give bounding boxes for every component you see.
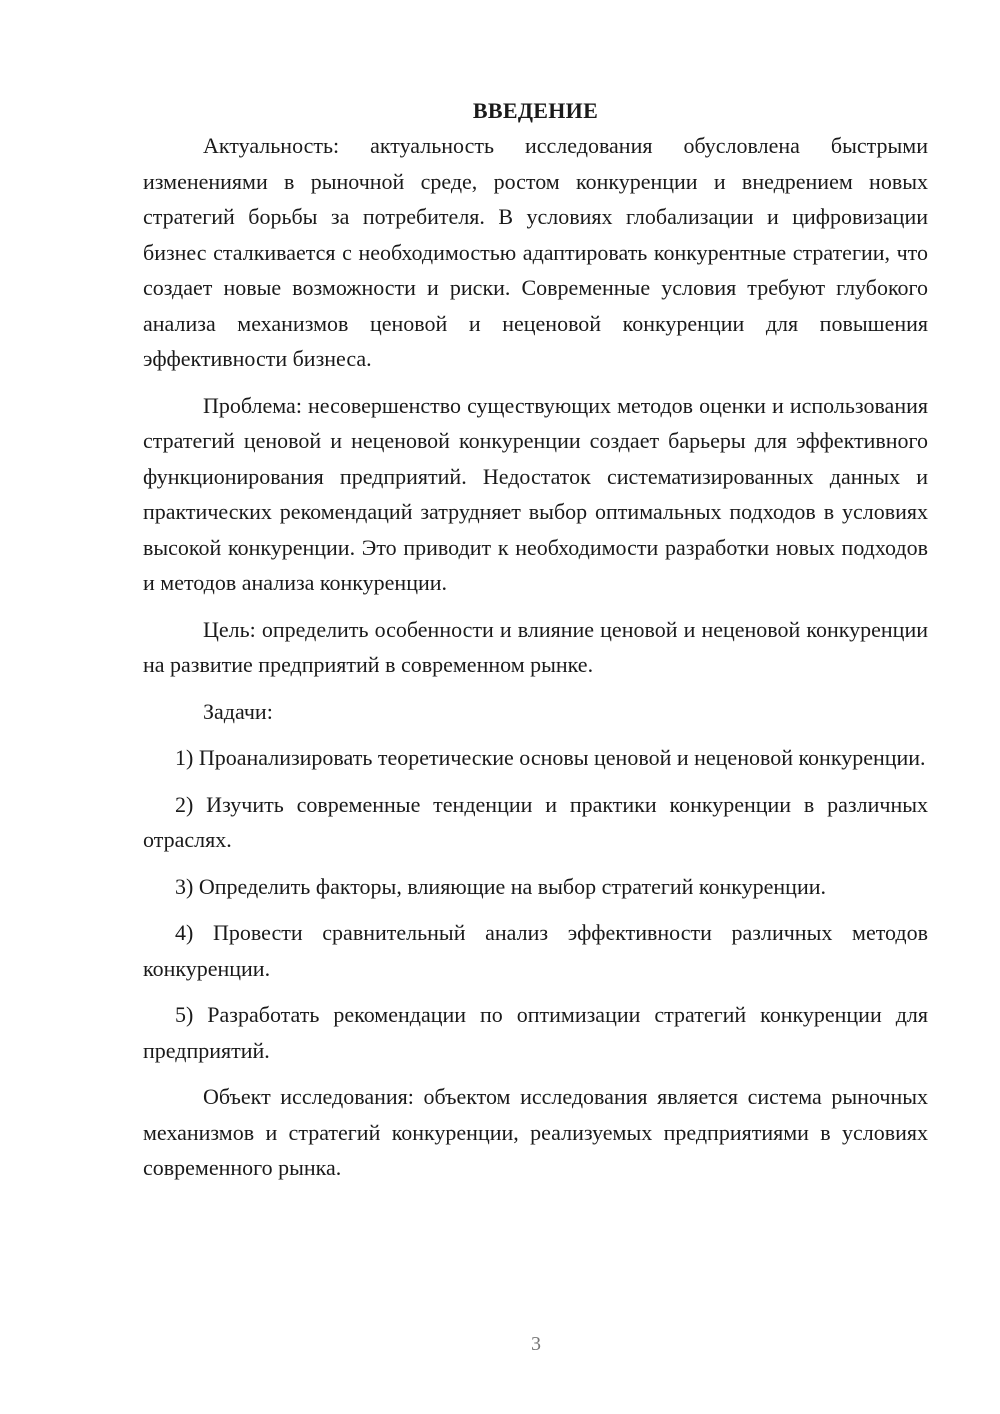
object-paragraph: Объект исследования: объектом исследования является система рыночных механизмов и стратегий конкуренции, реализуемых предприятиями в условиях современного рынка. [143, 1084, 928, 1180]
section-heading: ВВЕДЕНИЕ [472, 98, 599, 123]
task-item: 1) Проанализировать теоретические основы ценовой и неценовой конкуренции. [175, 745, 926, 770]
relevance-paragraph: Актуальность: актуальность исследования обусловлена быстрыми изменениями в рыночной среде, ростом конкуренции и внедрением новых стратегий борьбы за потребителя. В условиях глобализации и цифровизации бизнес сталкивается с необходимостью адаптировать конкурентные стратегии, что создает новые возможности и риски. Современные условия требуют глубокого анализа механизмов ценовой и неценовой конкуренции для повышения эффективности бизнеса. [143, 133, 928, 371]
task-item: 2) Изучить современные тенденции и практики конкуренции в различных отраслях. [143, 791, 928, 852]
page-content [143, 94, 928, 1186]
goal-paragraph: Цель: определить особенности и влияние ценовой и неценовой конкуренции на развитие предприятий в современном рынке. [143, 616, 928, 677]
task-item: 3) Определить факторы, влияющие на выбор стратегий конкуренции. [175, 873, 826, 899]
problem-paragraph: Проблема: несовершенство существующих методов оценки и использования стратегий ценовой и неценовой конкуренции создает барьеры для эффективного функционирования предприятий. Недостаток систематизированных данных и практических рекомендаций затрудняет выбор оптимальных подходов в условиях высокой конкуренции. Это приводит к необходимости разработки новых подходов и методов анализа конкуренции. [143, 392, 928, 595]
tasks-label: Задачи: [203, 698, 273, 724]
task-item: 5) Разработать рекомендации по оптимизации стратегий конкуренции для предприятий. [143, 1002, 928, 1063]
task-item: 4) Провести сравнительный анализ эффективности различных методов конкуренции. [143, 920, 928, 981]
page-number: 3 [531, 1333, 541, 1355]
